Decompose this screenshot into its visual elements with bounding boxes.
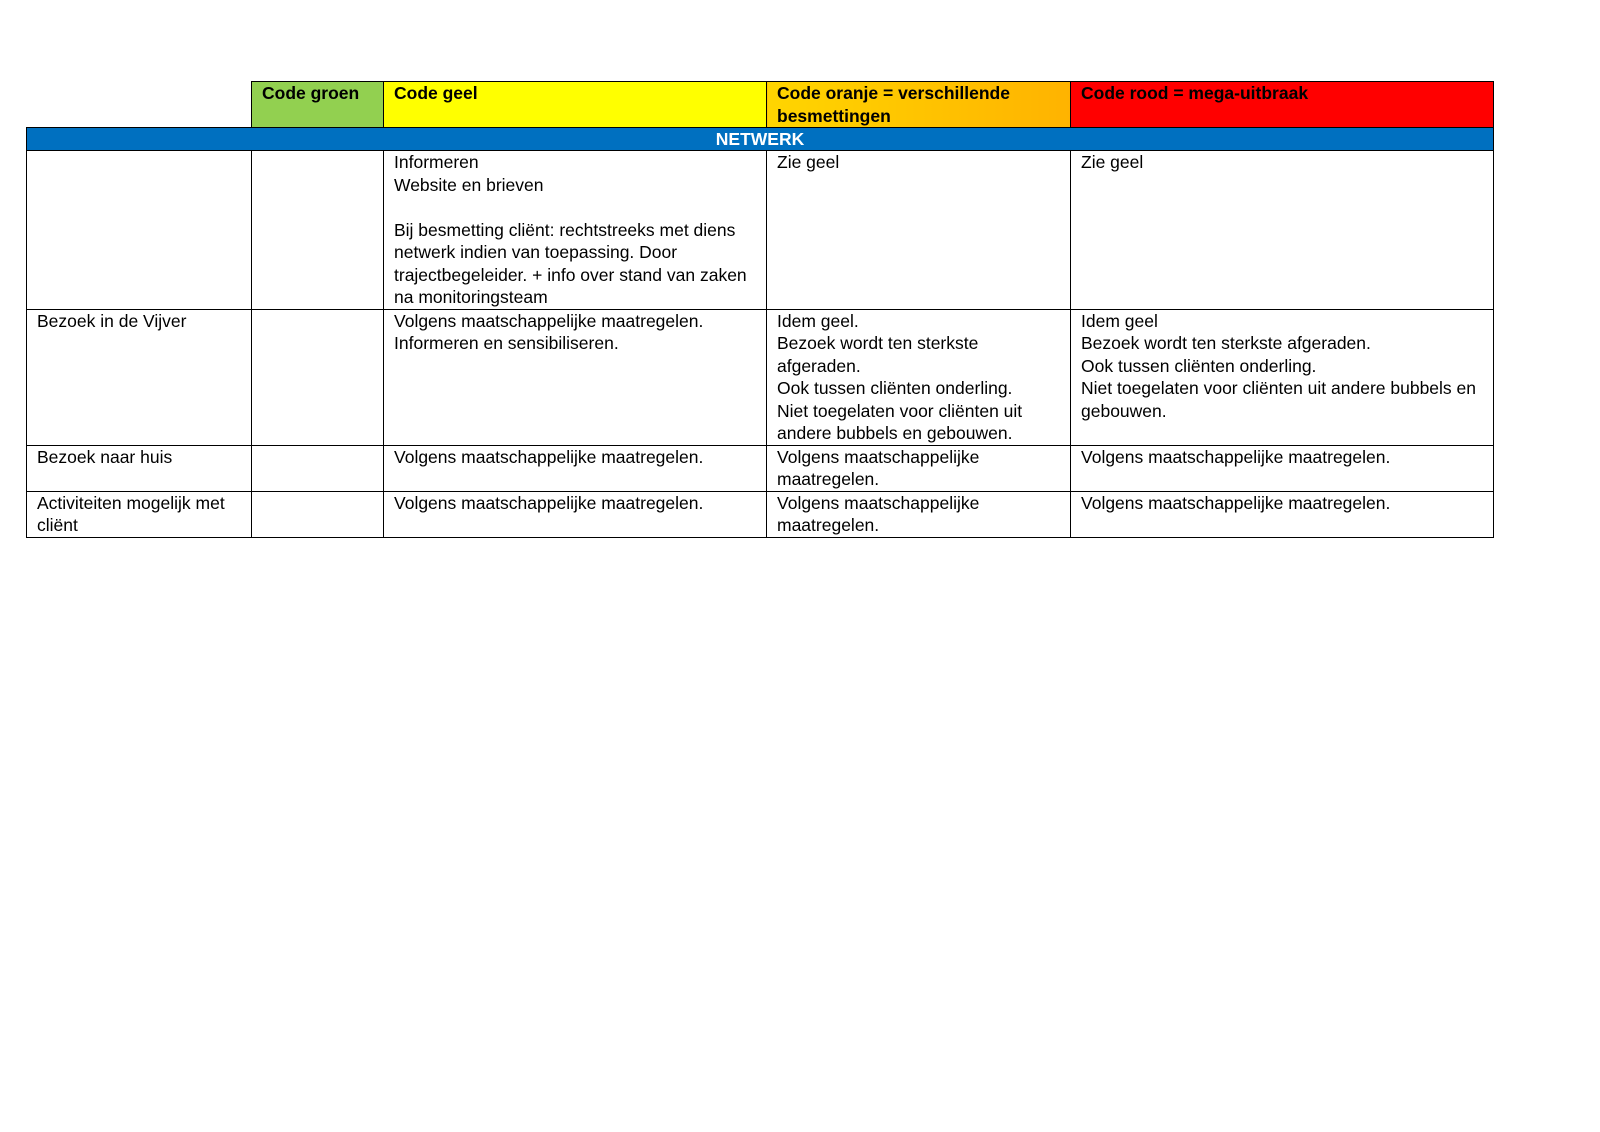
cell-line: Volgens maatschappelijke maatregelen. (394, 446, 704, 467)
header-code-rood: Code rood = mega-uitbraak (1071, 82, 1494, 128)
cell-geel (384, 445, 767, 491)
cell-line: Volgens maatschappelijke maatregelen. (394, 310, 704, 331)
cell-line: Volgens maatschappelijke maatregelen. (777, 492, 980, 535)
row-label: Activiteiten mogelijk met cliënt (27, 491, 252, 537)
code-table (26, 81, 1494, 538)
cell-line: Bezoek wordt ten sterkste afgeraden. (1081, 333, 1371, 353)
cell-oranje (767, 151, 1071, 310)
cell-line: Volgens maatschappelijke maatregelen. (777, 446, 980, 489)
section-row (27, 128, 1494, 151)
cell-line: Niet toegelaten voor cliënten uit andere bubbels en gebouwen. (777, 400, 1023, 443)
header-code-oranje: Code oranje = verschillende besmettingen (767, 82, 1071, 128)
cell-line: Volgens maatschappelijke maatregelen. (394, 492, 704, 513)
cell-rood (1071, 309, 1494, 445)
header-row (27, 82, 1494, 128)
table-row (27, 309, 1494, 445)
cell-line: Volgens maatschappelijke maatregelen. (1081, 492, 1391, 513)
cell-line: Informeren en sensibiliseren. (394, 333, 619, 353)
cell-rood (1071, 491, 1494, 537)
header-code-geel: Code geel (384, 82, 767, 128)
cell-geel (384, 151, 767, 310)
cell-groen (252, 309, 384, 445)
section-title: NETWERK (27, 128, 1494, 151)
cell-rood (1071, 151, 1494, 310)
header-code-groen: Code groen (252, 82, 384, 128)
cell-line: Bij besmetting cliënt: rechtstreeks met diens netwerk indien van toepassing. Door trajectbegeleider. + info over stand van zaken na monitoringsteam (394, 219, 747, 307)
cell-line: Idem geel. (777, 310, 859, 331)
cell-line: Ook tussen cliënten onderling. (777, 378, 1013, 398)
cell-line: Informeren (394, 152, 479, 172)
cell-line: Zie geel (1081, 152, 1144, 172)
cell-line: Website en brieven (394, 174, 544, 195)
table-row (27, 151, 1494, 310)
cell-oranje (767, 445, 1071, 491)
cell-line: Idem geel (1081, 310, 1158, 331)
cell-line: Bezoek wordt ten sterkste afgeraden. (777, 333, 979, 376)
cell-oranje (767, 491, 1071, 537)
cell-line: Ook tussen cliënten onderling. (1081, 355, 1317, 376)
cell-line: Volgens maatschappelijke maatregelen. (1081, 446, 1391, 467)
cell-groen (252, 445, 384, 491)
header-corner-cell (27, 82, 252, 128)
cell-rood (1071, 445, 1494, 491)
row-label: Bezoek in de Vijver (27, 309, 252, 445)
cell-geel (384, 491, 767, 537)
cell-line: Zie geel (777, 152, 840, 172)
cell-groen (252, 151, 384, 310)
cell-oranje (767, 309, 1071, 445)
cell-blank-line (394, 196, 758, 219)
table-row (27, 491, 1494, 537)
row-label: Bezoek naar huis (27, 445, 252, 491)
row-label (27, 151, 252, 310)
cell-line: Niet toegelaten voor cliënten uit andere bubbels en gebouwen. (1081, 378, 1476, 421)
table-row (27, 445, 1494, 491)
cell-geel (384, 309, 767, 445)
cell-groen (252, 491, 384, 537)
